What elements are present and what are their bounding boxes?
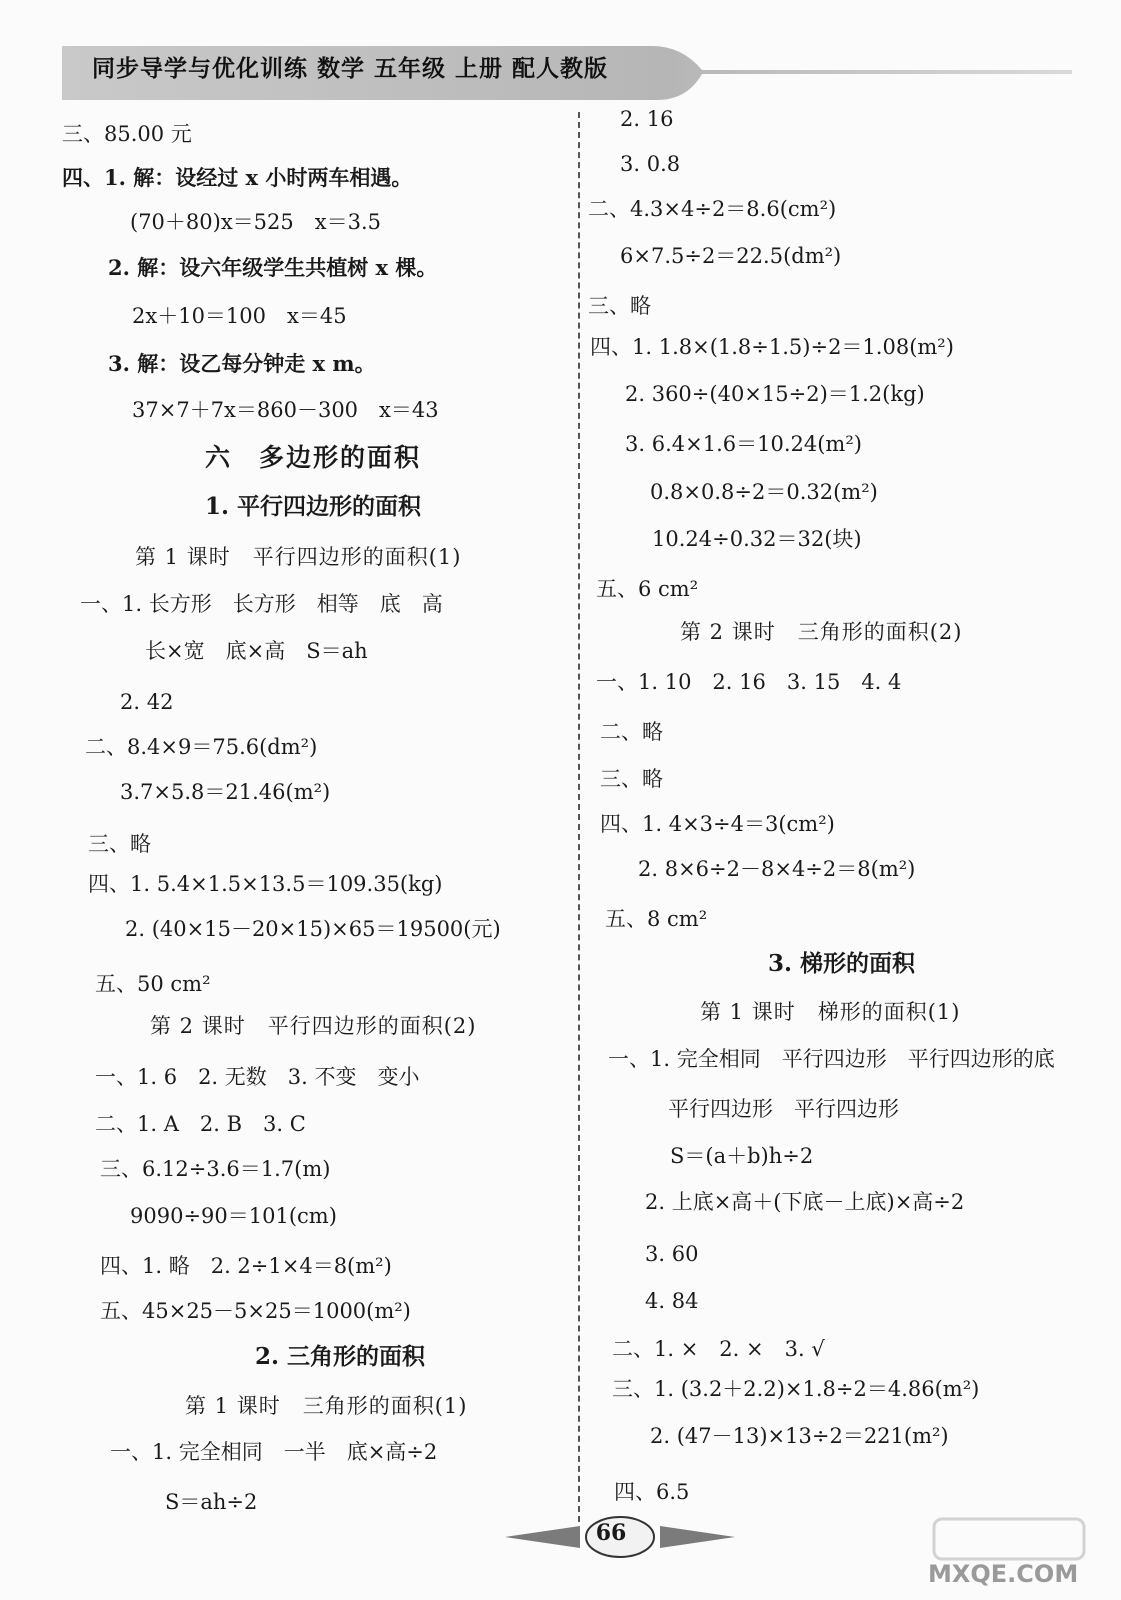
answer-line: 2. 360÷(40×15÷2)＝1.2(kg) — [625, 382, 925, 406]
answer-line: 2. 42 — [120, 690, 174, 714]
lesson-heading: 第 2 课时 平行四边形的面积(2) — [150, 1014, 477, 1038]
lesson-heading: 第 1 课时 梯形的面积(1) — [700, 1000, 961, 1024]
answer-line: 2. 解：设六年级学生共植树 x 棵。 — [108, 255, 438, 280]
section-heading: 2. 三角形的面积 — [255, 1343, 426, 1370]
answer-line: 3. 0.8 — [620, 152, 681, 176]
answer-line: 2. (40×15－20×15)×65＝19500(元) — [125, 917, 501, 941]
lesson-heading: 第 1 课时 平行四边形的面积(1) — [135, 545, 462, 569]
answer-line: 2x＋10＝100 x＝45 — [132, 304, 347, 328]
answer-line: 三、略 — [600, 767, 663, 791]
chapter-heading: 六 多边形的面积 — [205, 443, 422, 472]
answer-line: 10.24÷0.32＝32(块) — [652, 527, 862, 551]
answer-line: 一、1. 完全相同 平行四边形 平行四边形的底 — [608, 1047, 1055, 1071]
answer-line: 长×宽 底×高 S＝ah — [145, 639, 368, 663]
answer-line: 2. 8×6÷2－8×4÷2＝8(m²) — [638, 857, 916, 881]
answer-line: 二、1. × 2. × 3. √ — [612, 1337, 825, 1361]
answer-line: 平行四边形 平行四边形 — [668, 1097, 899, 1121]
page-number: 66 — [595, 1520, 627, 1546]
answer-line: 三、6.12÷3.6＝1.7(m) — [100, 1157, 331, 1181]
answer-line: 3. 解：设乙每分钟走 x m。 — [108, 351, 376, 376]
answer-line: 四、1. 4×3÷4＝3(cm²) — [600, 812, 835, 836]
answer-line: 一、1. 长方形 长方形 相等 底 高 — [80, 592, 443, 616]
answer-line: 37×7＋7x＝860－300 x＝43 — [132, 398, 439, 422]
answer-line: 四、1. 5.4×1.5×13.5＝109.35(kg) — [88, 872, 443, 896]
section-heading: 1. 平行四边形的面积 — [205, 493, 422, 520]
answer-line: 2. (47－13)×13÷2＝221(m²) — [650, 1424, 949, 1448]
answer-line: 三、1. (3.2＋2.2)×1.8÷2＝4.86(m²) — [612, 1377, 980, 1401]
answer-line: 二、略 — [600, 720, 663, 744]
answer-line: 3. 60 — [645, 1242, 699, 1266]
answer-line: 3. 6.4×1.6＝10.24(m²) — [625, 432, 862, 456]
header-title: 同步导学与优化训练 数学 五年级 上册 配人教版 — [92, 55, 609, 82]
answer-line: 6×7.5÷2＝22.5(dm²) — [620, 244, 842, 268]
answer-line: 二、1. A 2. B 3. C — [95, 1112, 306, 1136]
answer-line: 五、6 cm² — [596, 577, 699, 601]
answer-line: 二、4.3×4÷2＝8.6(cm²) — [588, 197, 837, 221]
section-heading: 3. 梯形的面积 — [768, 950, 916, 977]
column-divider — [578, 112, 580, 1522]
answer-line: 四、1. 略 2. 2÷1×4＝8(m²) — [100, 1254, 392, 1278]
answer-line: 一、1. 完全相同 一半 底×高÷2 — [110, 1440, 438, 1464]
answer-line: 9090÷90＝101(cm) — [130, 1204, 337, 1228]
answer-line: 一、1. 6 2. 无数 3. 不变 变小 — [95, 1065, 420, 1089]
answer-line: 3.7×5.8＝21.46(m²) — [120, 780, 331, 804]
lesson-heading: 第 2 课时 三角形的面积(2) — [680, 620, 963, 644]
answer-line: (70＋80)x＝525 x＝3.5 — [130, 210, 381, 234]
answer-line: 0.8×0.8÷2＝0.32(m²) — [650, 480, 878, 504]
answer-line: 三、略 — [588, 294, 651, 318]
answer-line: 四、1. 解：设经过 x 小时两车相遇。 — [62, 165, 413, 190]
answer-line: 2. 上底×高＋(下底－上底)×高÷2 — [645, 1190, 965, 1214]
answer-line: 三、略 — [88, 832, 151, 856]
answer-line: 2. 16 — [620, 107, 674, 131]
answer-line: 五、45×25－5×25＝1000(m²) — [100, 1299, 411, 1323]
answer-line: 二、8.4×9＝75.6(dm²) — [85, 735, 318, 759]
answer-line: 五、8 cm² — [605, 907, 708, 931]
answer-line: 4. 84 — [645, 1289, 699, 1313]
watermark-text: MXQE.COM — [928, 1560, 1079, 1588]
answer-line: 三、85.00 元 — [62, 122, 192, 146]
lesson-heading: 第 1 课时 三角形的面积(1) — [185, 1394, 468, 1418]
answer-line: 四、1. 1.8×(1.8÷1.5)÷2＝1.08(m²) — [590, 335, 954, 359]
answer-line: S＝ah÷2 — [165, 1490, 258, 1514]
answer-line: 五、50 cm² — [95, 972, 211, 996]
answer-line: 四、6.5 — [614, 1480, 690, 1504]
answer-line: S＝(a＋b)h÷2 — [670, 1144, 814, 1168]
answer-line: 一、1. 10 2. 16 3. 15 4. 4 — [596, 670, 902, 694]
